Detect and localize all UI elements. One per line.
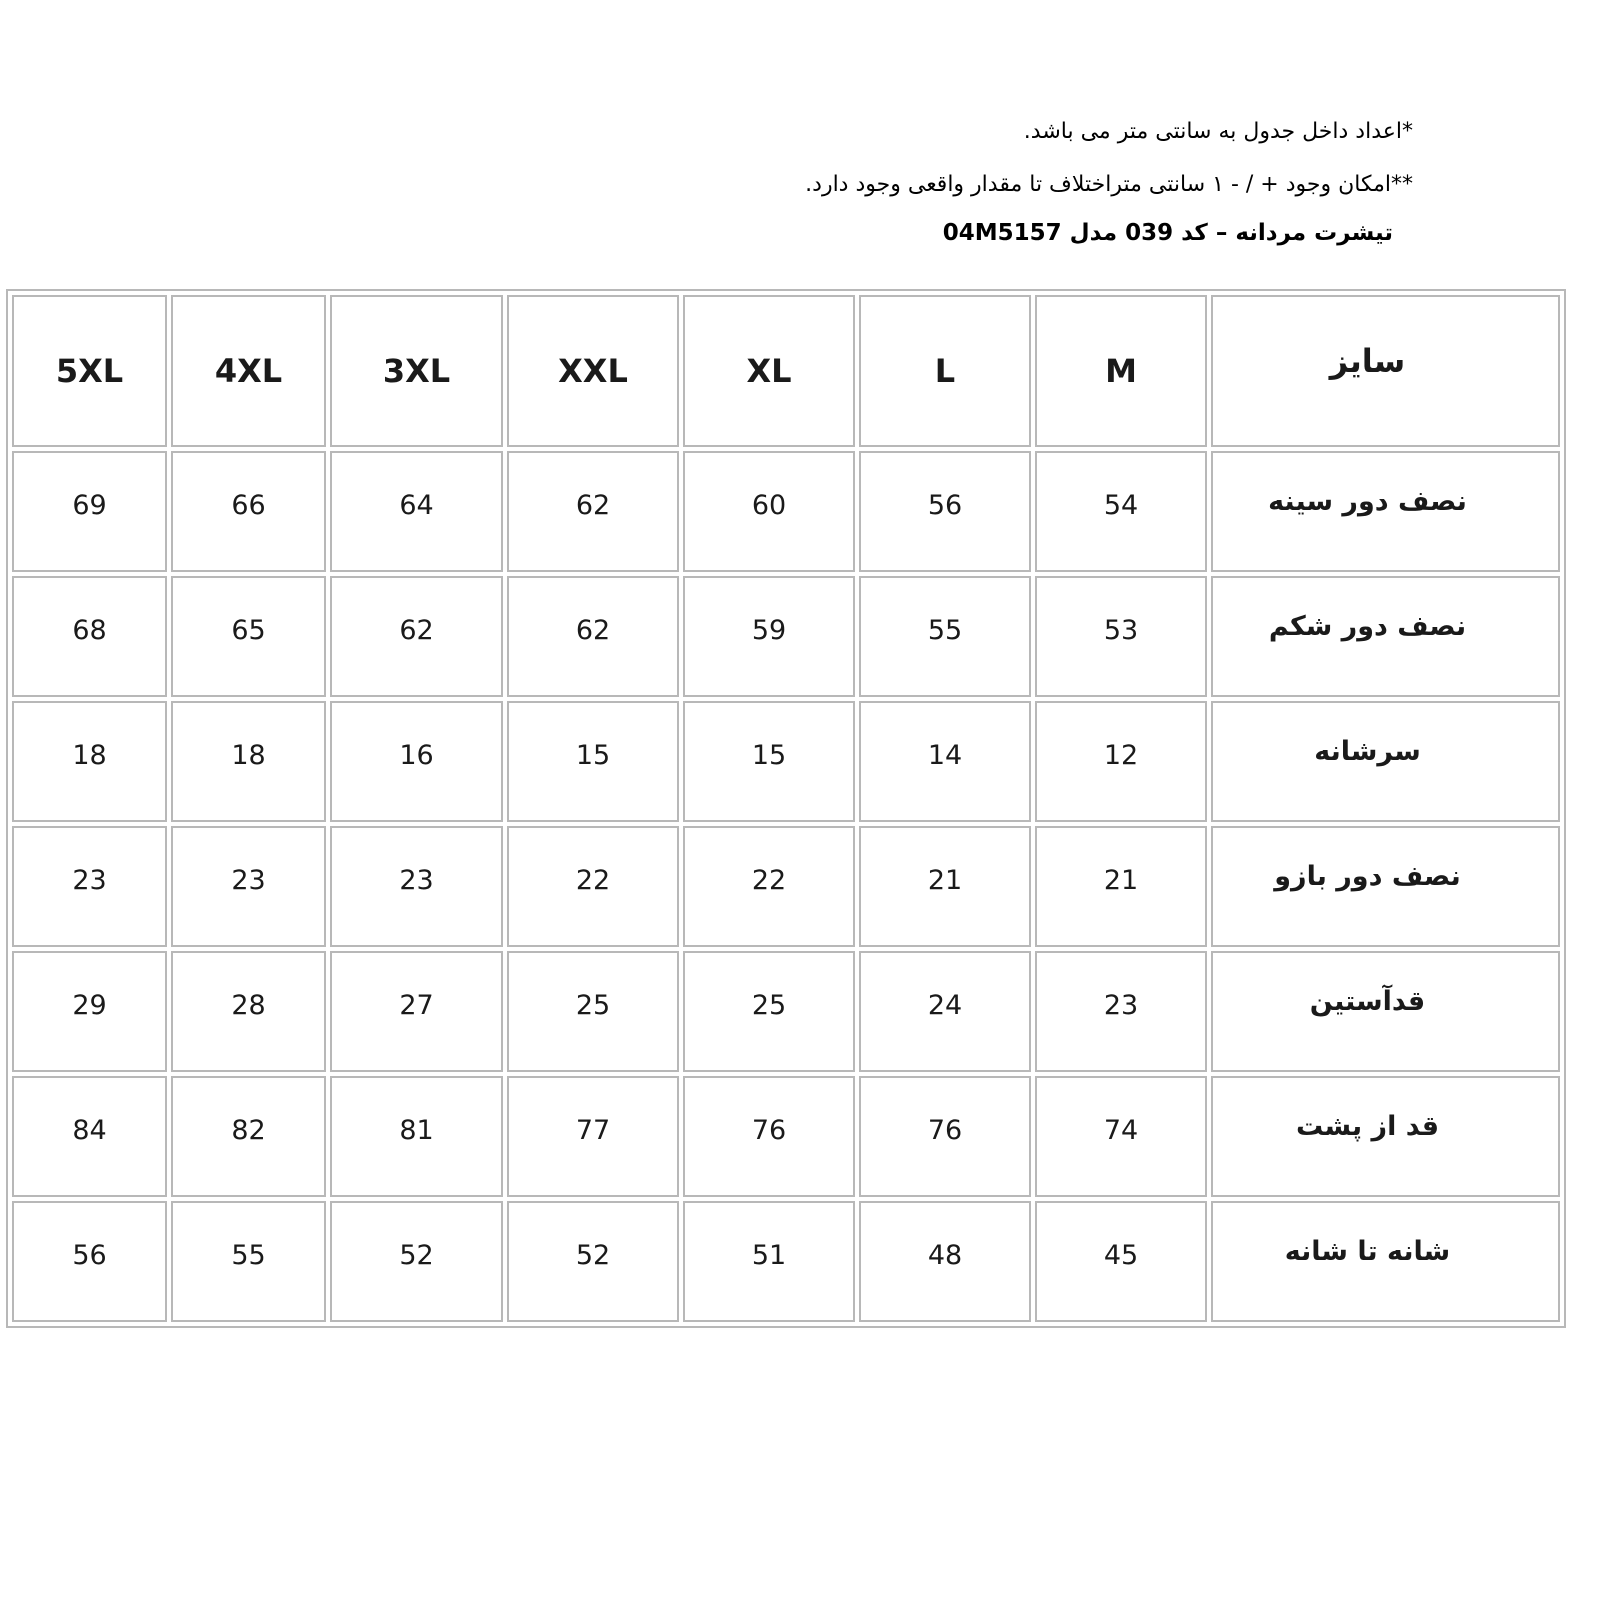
size-header-cell: 3XL [330,295,503,447]
measurement-cell [330,1201,503,1322]
measurement-cell [507,951,679,1072]
measurement-value: 27 [399,990,434,1021]
measurement-value: 25 [575,990,611,1021]
measurement-label-cell [1211,451,1560,572]
measurement-cell [1035,701,1207,822]
measurement-value: 12 [1103,740,1139,771]
measurement-cell [12,576,167,697]
measurement-cell [330,951,503,1072]
measurement-value: 56 [927,490,963,521]
measurement-value: 48 [927,1240,963,1271]
measurement-cell [859,826,1031,947]
note-units: *اعداد داخل جدول به سانتی متر می باشد. [1023,119,1413,144]
measurement-value: 62 [575,490,611,521]
size-header-cell: 4XL [171,295,326,447]
measurement-value: 15 [751,740,787,771]
size-header-cell: XXL [507,295,679,447]
measurement-value: 64 [399,490,434,521]
measurement-value: 69 [72,490,107,521]
measurement-cell [507,701,679,822]
measurement-label-cell [1211,1076,1560,1197]
note-tolerance: **امکان وجود + / - ۱ سانتی متراختلاف تا مقدار واقعی وجود دارد. [805,172,1413,197]
measurement-cell [507,451,679,572]
measurement-value: 62 [575,615,611,646]
measurement-cell [171,951,326,1072]
measurement-label: نصف دور سینه [1268,486,1467,517]
measurement-cell [1035,1201,1207,1322]
measurement-value: 25 [751,990,787,1021]
measurement-cell [171,1201,326,1322]
measurement-cell [1035,1076,1207,1197]
measurement-cell [330,451,503,572]
measurement-value: 60 [751,490,787,521]
measurement-cell [330,826,503,947]
measurement-value: 65 [231,615,266,646]
size-header-label [1211,295,1560,447]
measurement-value: 23 [399,865,434,896]
measurement-cell [1035,826,1207,947]
measurement-label: نصف دور شکم [1268,611,1467,642]
measurement-value: 21 [1103,865,1139,896]
size-header-label-text: سایز [1329,342,1406,380]
table-row [12,826,1560,947]
measurement-cell [683,1201,855,1322]
measurement-cell [859,576,1031,697]
measurement-value: 82 [231,1115,266,1146]
measurement-cell [859,451,1031,572]
measurement-cell [507,1201,679,1322]
measurement-label-cell [1211,826,1560,947]
measurement-label: قدآستین [1309,986,1426,1017]
measurement-value: 52 [575,1240,611,1271]
measurement-label-cell [1211,576,1560,697]
measurement-label: شانه تا شانه [1284,1236,1451,1267]
measurement-value: 45 [1103,1240,1139,1271]
measurement-value: 23 [72,865,107,896]
measurement-value: 14 [927,740,963,771]
header-row [12,295,1560,447]
size-header-cell: M [1035,295,1207,447]
measurement-cell [859,701,1031,822]
measurement-cell [171,701,326,822]
measurement-cell [1035,576,1207,697]
table-row [12,1076,1560,1197]
measurement-label: نصف دور بازو [1274,861,1461,892]
measurement-cell [330,576,503,697]
measurement-cell [12,451,167,572]
measurement-value: 52 [399,1240,434,1271]
measurement-cell [171,826,326,947]
measurement-cell [12,826,167,947]
measurement-value: 28 [231,990,266,1021]
measurement-value: 77 [575,1115,611,1146]
measurement-cell [171,451,326,572]
measurement-cell [171,576,326,697]
measurement-cell [683,951,855,1072]
measurement-cell [683,701,855,822]
table-row [12,951,1560,1072]
measurement-cell [12,1201,167,1322]
measurement-label-cell [1211,1201,1560,1322]
measurement-value: 22 [751,865,787,896]
measurement-cell [12,701,167,822]
measurement-value: 55 [927,615,963,646]
measurement-value: 59 [751,615,787,646]
measurement-value: 23 [1103,990,1139,1021]
measurement-value: 22 [575,865,611,896]
size-header-cell: 5XL [12,295,167,447]
size-chart-table [6,289,1566,1328]
size-header-cell: XL [683,295,855,447]
table-row [12,701,1560,822]
measurement-value: 21 [927,865,963,896]
measurement-cell [1035,951,1207,1072]
measurement-value: 23 [231,865,266,896]
measurement-value: 55 [231,1240,266,1271]
measurement-label: سرشانه [1314,736,1421,767]
size-header-cell: L [859,295,1031,447]
measurement-value: 18 [231,740,266,771]
measurement-value: 54 [1103,490,1139,521]
measurement-value: 18 [72,740,107,771]
measurement-value: 51 [751,1240,787,1271]
measurement-cell [171,1076,326,1197]
table-row [12,451,1560,572]
measurement-label: قد از پشت [1295,1111,1440,1142]
measurement-cell [507,576,679,697]
measurement-value: 53 [1103,615,1139,646]
measurement-label-cell [1211,951,1560,1072]
measurement-cell [859,951,1031,1072]
measurement-value: 16 [399,740,434,771]
measurement-cell [683,826,855,947]
measurement-cell [859,1076,1031,1197]
measurement-value: 62 [399,615,434,646]
measurement-cell [683,451,855,572]
measurement-value: 76 [751,1115,787,1146]
measurement-value: 84 [72,1115,107,1146]
measurement-cell [330,701,503,822]
measurement-value: 81 [399,1115,434,1146]
measurement-value: 56 [72,1240,107,1271]
measurement-value: 68 [72,615,107,646]
measurement-cell [507,826,679,947]
measurement-cell [507,1076,679,1197]
measurement-value: 66 [231,490,266,521]
measurement-cell [683,576,855,697]
measurement-value: 24 [927,990,963,1021]
measurement-value: 76 [927,1115,963,1146]
measurement-cell [330,1076,503,1197]
measurement-cell [12,951,167,1072]
measurement-value: 29 [72,990,107,1021]
measurement-label-cell [1211,701,1560,822]
measurement-cell [1035,451,1207,572]
table-row [12,576,1560,697]
measurement-value: 74 [1103,1115,1139,1146]
measurement-value: 15 [575,740,611,771]
measurement-cell [12,1076,167,1197]
table-row [12,1201,1560,1322]
product-title: تیشرت مردانه – کد 039 مدل 04M5157 [942,220,1393,246]
measurement-cell [859,1201,1031,1322]
measurement-cell [683,1076,855,1197]
